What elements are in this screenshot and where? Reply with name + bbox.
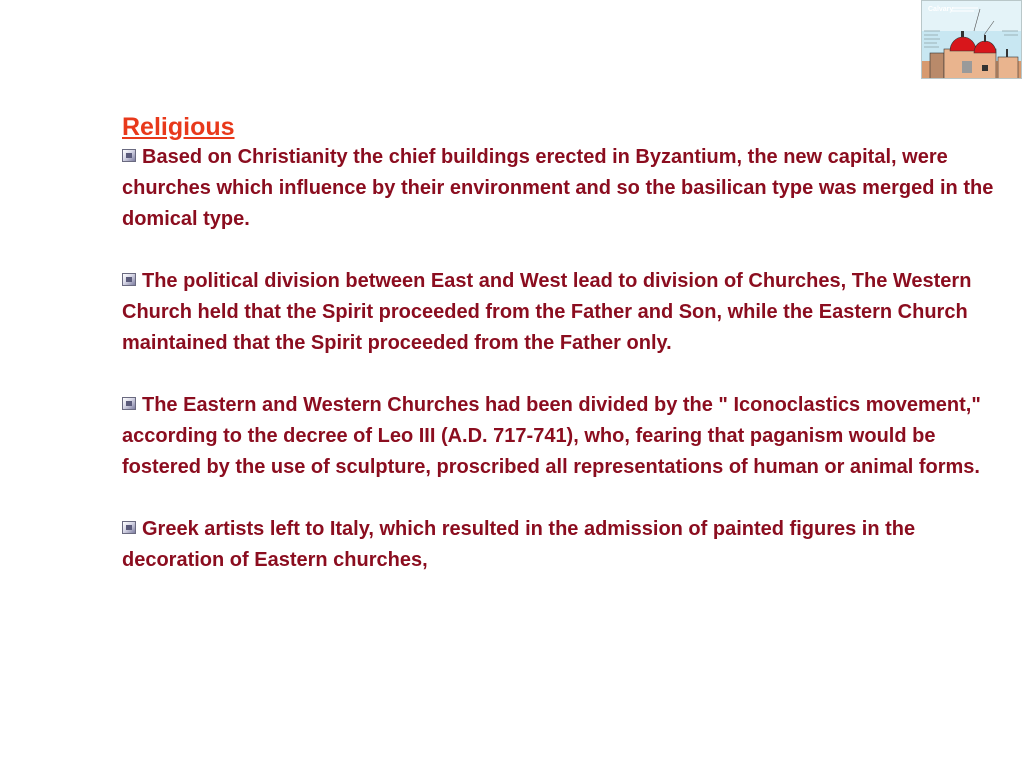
paragraph-text: Based on Christianity the chief buildings erected in Byzantium, the new capital, were churches which influence by their environment and so the basilican type was merged in the domical type. — [122, 146, 994, 230]
slide-heading: Religious — [122, 113, 235, 141]
square-bullet-icon — [122, 149, 136, 162]
thumbnail-title: Calvary — [928, 6, 954, 13]
square-bullet-icon — [122, 521, 136, 534]
slide-content — [122, 112, 994, 576]
square-bullet-icon — [122, 397, 136, 410]
church-thumbnail-image — [921, 0, 1022, 79]
paragraph-3 — [122, 390, 994, 483]
paragraph-text: Greek artists left to Italy, which resulted in the admission of painted figures in the decoration of Eastern churches, — [122, 518, 916, 571]
paragraph-text: The Eastern and Western Churches had been divided by the " Iconoclastics movement," according to the decree of Leo III (A.D. 717-741), who, fearing that paganism would be fostered by the use of sculpture, proscribed all representations of human or animal forms. — [122, 394, 981, 478]
square-bullet-icon — [122, 273, 136, 286]
paragraph-1 — [122, 142, 994, 235]
paragraph-4 — [122, 514, 994, 576]
paragraph-text: The political division between East and West lead to division of Churches, The Western Church held that the Spirit proceeded from the Father and Son, while the Eastern Church maintained that the Spirit proceeded from the Father only. — [122, 270, 972, 354]
paragraph-2 — [122, 266, 994, 359]
church-illustration-icon — [922, 1, 1022, 79]
